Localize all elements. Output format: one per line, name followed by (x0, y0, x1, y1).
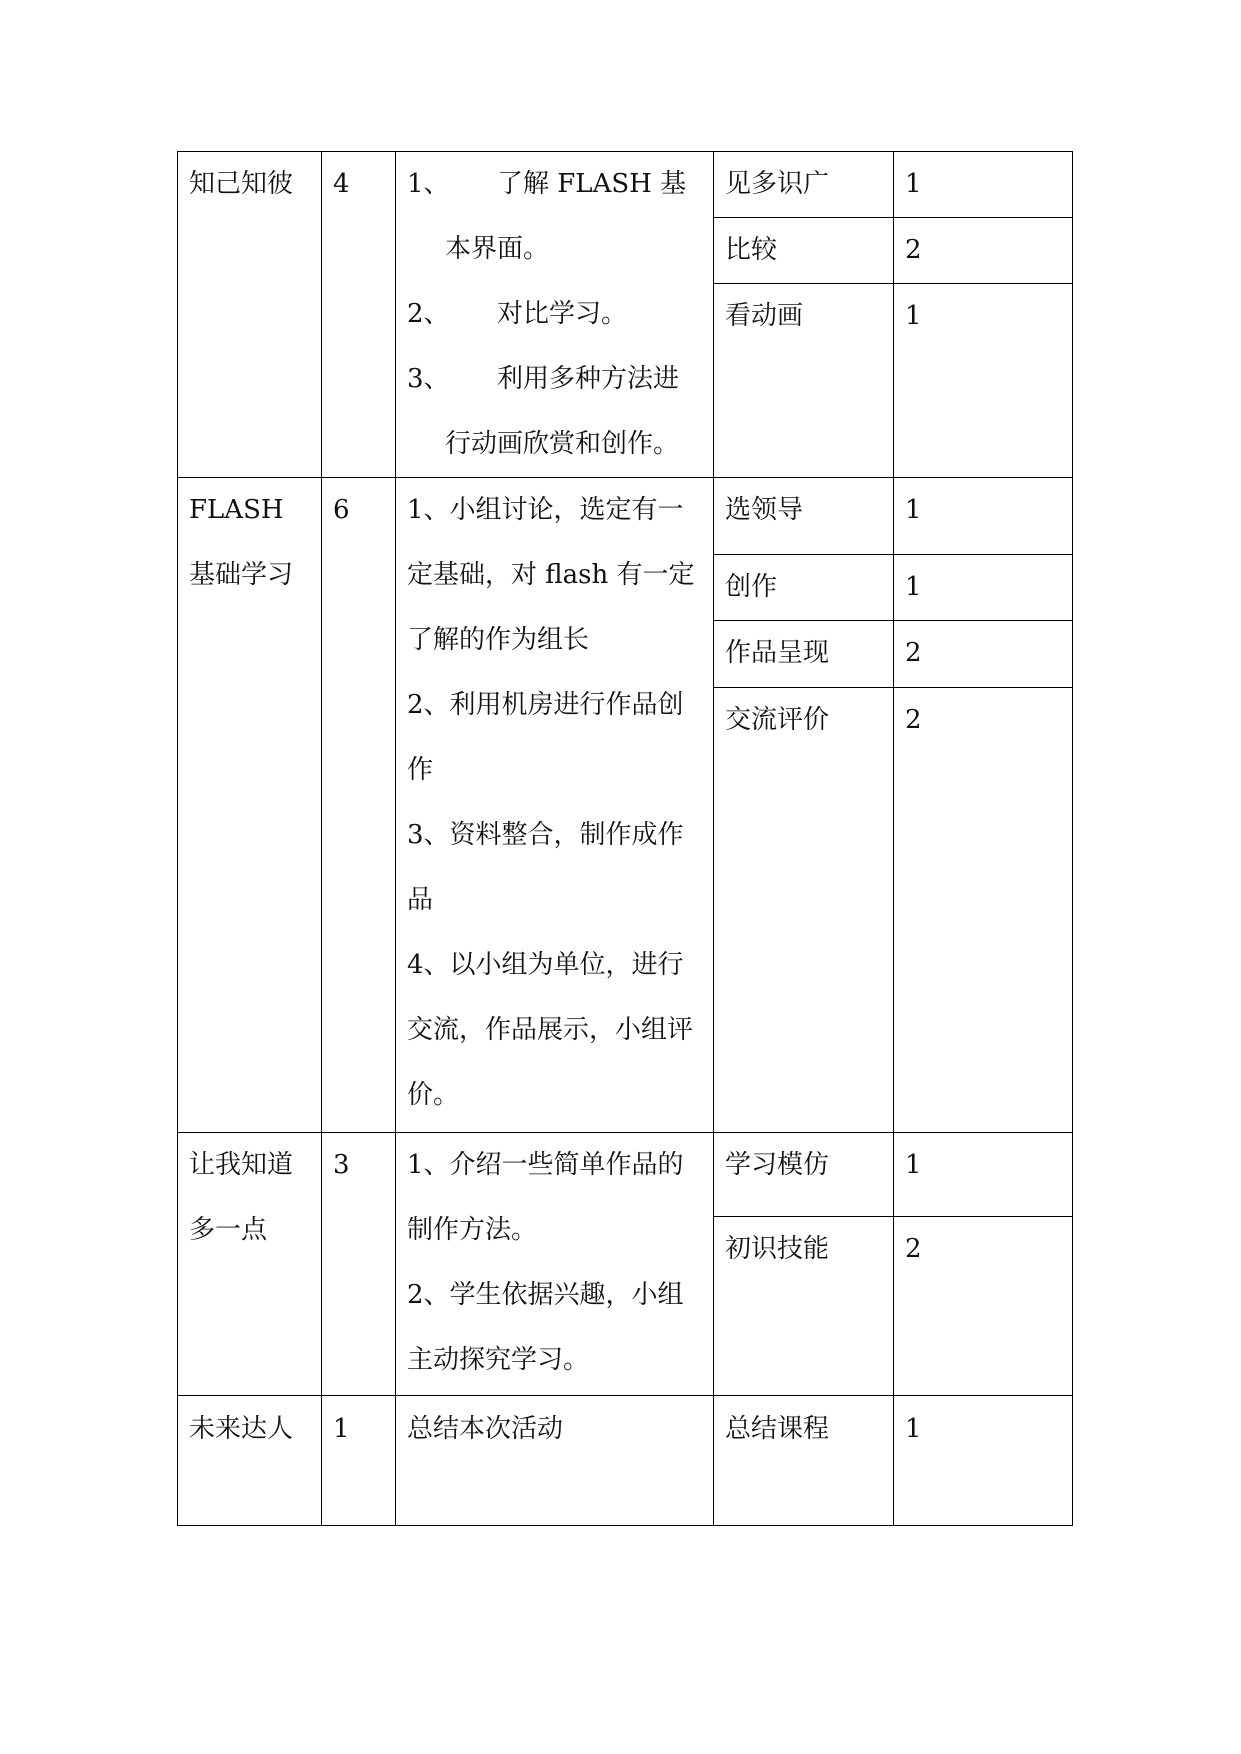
activity-cell: 选领导 (714, 478, 894, 555)
step-item: 3、资料整合，制作成作品 (407, 820, 684, 915)
step-item: 1、介绍一些简单作品的制作方法。 (407, 1150, 684, 1245)
activity-cell: 初识技能 (714, 1217, 894, 1396)
activity-cell: 看动画 (714, 284, 894, 478)
activity-cell: 创作 (714, 555, 894, 621)
step-item: 1、小组讨论，选定有一定基础，对 flash 有一定了解的作为组长 (407, 495, 695, 655)
step-item: 2、 对比学习。 (407, 299, 628, 329)
value-cell: 1 (894, 1133, 1073, 1217)
activity-cell: 见多识广 (714, 152, 894, 218)
value-cell: 1 (894, 284, 1073, 478)
activity-cell: 作品呈现 (714, 621, 894, 688)
hours-cell: 6 (322, 478, 396, 1133)
activity-cell: 总结课程 (714, 1396, 894, 1526)
value-cell: 1 (894, 478, 1073, 555)
table-row (178, 152, 1073, 218)
steps-cell (396, 478, 714, 1133)
value-cell: 1 (894, 555, 1073, 621)
hours-cell: 3 (322, 1133, 396, 1396)
value-cell: 2 (894, 621, 1073, 688)
stage-text: 多一点 (189, 1215, 268, 1245)
activity-cell: 学习模仿 (714, 1133, 894, 1217)
value-cell: 1 (894, 1396, 1073, 1526)
stage-cell (178, 1133, 322, 1396)
stage-cell (178, 1396, 322, 1526)
activity-cell: 交流评价 (714, 688, 894, 1133)
value-cell: 2 (894, 688, 1073, 1133)
stage-text: 让我知道 (189, 1150, 294, 1180)
step-item: 1、 了解 FLASH 基本界面。 (407, 169, 687, 264)
step-item: 总结本次活动 (407, 1414, 564, 1444)
step-item: 2、利用机房进行作品创作 (407, 690, 684, 785)
activity-cell: 比较 (714, 218, 894, 284)
table-row (178, 478, 1073, 555)
stage-text: FLASH (189, 495, 284, 525)
step-item: 3、 利用多种方法进行动画欣赏和创作。 (407, 364, 680, 459)
hours-cell: 1 (322, 1396, 396, 1526)
table-row (178, 1396, 1073, 1526)
course-plan-table (177, 151, 1073, 1526)
hours-cell: 4 (322, 152, 396, 478)
stage-cell (178, 478, 322, 1133)
step-item: 2、学生依据兴趣，小组主动探究学习。 (407, 1280, 684, 1375)
steps-cell (396, 1133, 714, 1396)
stage-text: 知己知彼 (189, 169, 294, 199)
stage-text: 未来达人 (189, 1414, 294, 1444)
value-cell: 1 (894, 152, 1073, 218)
value-cell: 2 (894, 218, 1073, 284)
stage-text: 基础学习 (189, 560, 294, 590)
step-item: 4、以小组为单位，进行交流，作品展示，小组评价。 (407, 950, 694, 1110)
value-cell: 2 (894, 1217, 1073, 1396)
table-row (178, 1133, 1073, 1217)
steps-cell (396, 1396, 714, 1526)
document-page (177, 151, 1073, 1526)
steps-cell (396, 152, 714, 478)
stage-cell (178, 152, 322, 478)
